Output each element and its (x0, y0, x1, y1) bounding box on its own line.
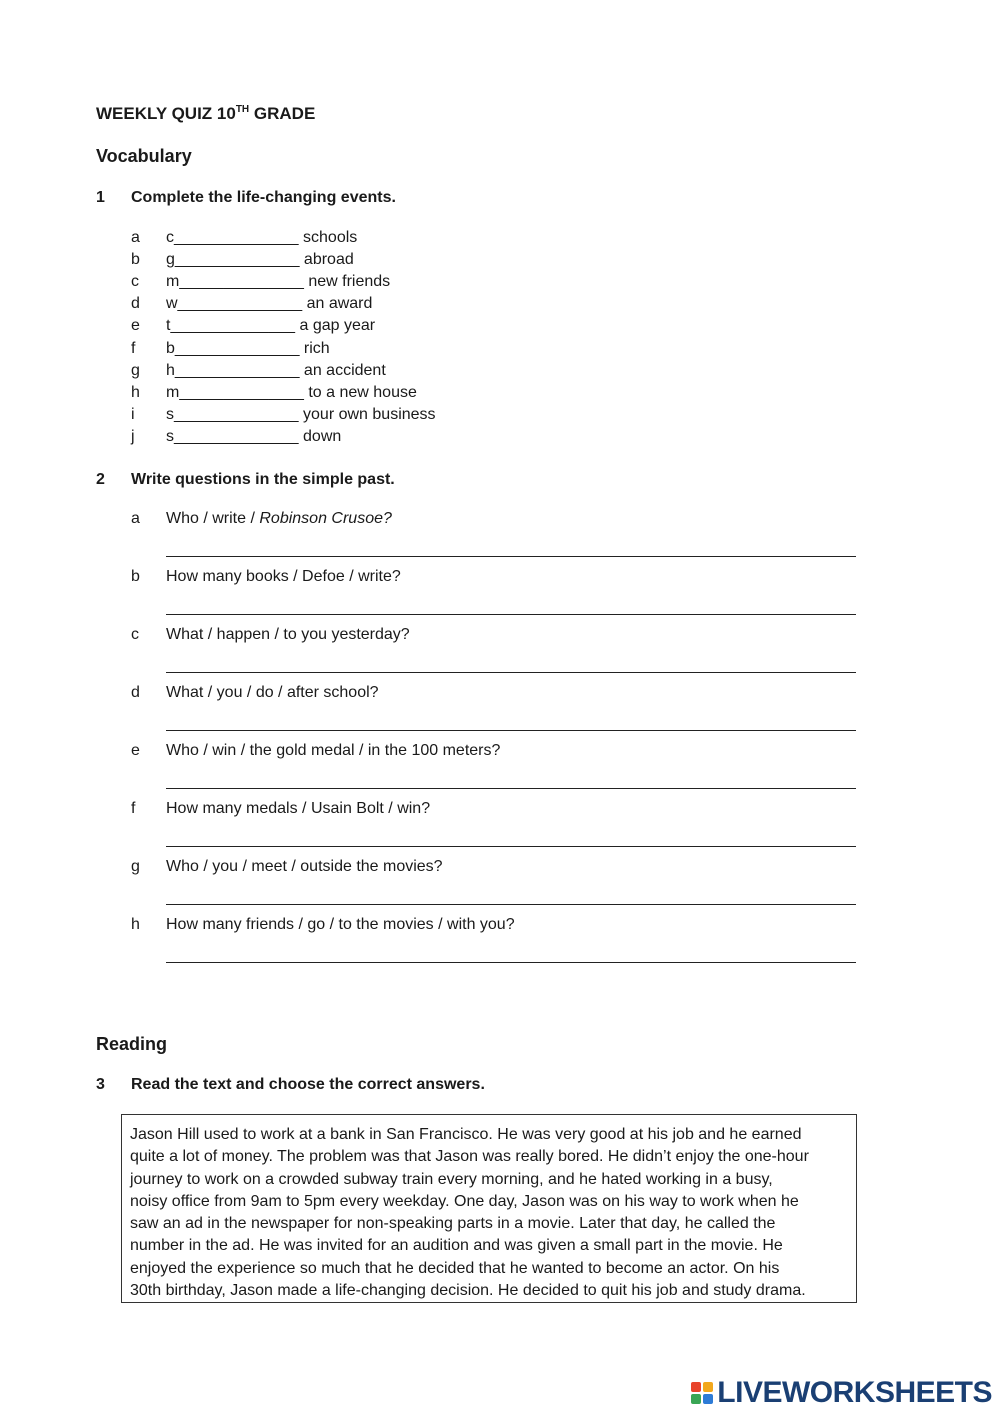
question-3-number: 3 (96, 1076, 105, 1093)
liveworksheets-logo (691, 1376, 992, 1410)
question-1-number: 1 (96, 189, 105, 206)
question-3-instruction: Read the text and choose the correct answers. (131, 1076, 485, 1093)
question-2-number: 2 (96, 471, 105, 488)
q1-item-text: h______________ an accident (166, 361, 386, 379)
q1-item-letter: a (131, 229, 140, 246)
page-title: WEEKLY QUIZ 10TH GRADE (96, 104, 316, 123)
q1-item-letter: c (131, 273, 139, 291)
q2-item-prompt: Who / win / the gold medal / in the 100 meters? (166, 742, 501, 759)
question-2-instruction: Write questions in the simple past. (131, 471, 395, 488)
title-superscript: TH (235, 104, 250, 115)
q2-item-prompt: Who / write / Robinson Crusoe? (166, 510, 392, 527)
q1-item-text: b______________ rich (166, 339, 330, 357)
passage-line: journey to work on a crowded subway train every morning, and he hated working in a busy, (130, 1170, 773, 1188)
q1-item-letter: g (131, 361, 140, 379)
passage-line: quite a lot of money. The problem was that Jason was really bored. He didn’t enjoy the one-hour (130, 1148, 809, 1166)
q1-item-text: t______________ a gap year (166, 317, 376, 335)
q1-item-text: g______________ abroad (166, 251, 354, 269)
reading-passage (121, 1114, 857, 1303)
logo-text: LIVEWORKSHEETS (717, 1376, 992, 1409)
q2-item-letter: g (131, 858, 140, 875)
q2-item-letter: c (131, 626, 139, 643)
logo-square-yellow (703, 1382, 713, 1392)
logo-square-green (691, 1394, 701, 1404)
q2-item-letter: h (131, 916, 140, 933)
answer-line[interactable] (166, 904, 856, 905)
logo-square-red (691, 1382, 701, 1392)
q1-item-text: s______________ your own business (166, 405, 436, 423)
q1-item-letter: b (131, 251, 140, 269)
q2-item-italic-title: Robinson Crusoe? (259, 510, 392, 527)
q1-item-text: m______________ new friends (166, 273, 391, 291)
q2-item-prompt: How many medals / Usain Bolt / win? (166, 800, 431, 817)
logo-square-blue (703, 1394, 713, 1404)
q2-item-prompt: What / happen / to you yesterday? (166, 626, 410, 643)
q1-item-text: w______________ an award (166, 295, 373, 313)
reading-heading: Reading (96, 1034, 168, 1054)
q2-item-letter: e (131, 742, 140, 759)
q2-item-letter: b (131, 568, 140, 585)
answer-line[interactable] (166, 846, 856, 847)
q2-item-prompt: What / you / do / after school? (166, 684, 379, 701)
answer-line[interactable] (166, 672, 856, 673)
passage-line: 30th birthday, Jason made a life-changing decision. He decided to quit his job and study drama. (130, 1282, 806, 1300)
answer-line[interactable] (166, 962, 856, 963)
q2-item-letter: d (131, 684, 140, 701)
q2-item-prompt: How many friends / go / to the movies / with you? (166, 916, 515, 933)
q1-item-letter: f (131, 339, 136, 357)
q1-item-letter: i (131, 405, 135, 423)
vocabulary-heading: Vocabulary (96, 146, 192, 166)
passage-line: number in the ad. He was invited for an audition and was given a small part in the movie. He (130, 1237, 783, 1255)
q1-item-text: m______________ to a new house (166, 383, 417, 401)
q1-item-text: c______________ schools (166, 229, 358, 246)
answer-line[interactable] (166, 556, 856, 557)
q2-item-letter: a (131, 510, 140, 527)
question-1-instruction: Complete the life-changing events. (131, 189, 396, 206)
q2-item-letter: f (131, 800, 136, 817)
logo-mark-icon (691, 1382, 713, 1404)
q1-item-letter: e (131, 317, 140, 335)
q1-item-text: s______________ down (166, 427, 342, 445)
q2-item-prompt: How many books / Defoe / write? (166, 568, 401, 585)
q1-item-letter: j (131, 427, 135, 445)
q2-item-prompt: Who / you / meet / outside the movies? (166, 858, 443, 875)
answer-line[interactable] (166, 730, 856, 731)
passage-line: Jason Hill used to work at a bank in San Francisco. He was very good at his job and he earned (130, 1126, 802, 1143)
answer-line[interactable] (166, 614, 856, 615)
q1-item-letter: d (131, 295, 140, 313)
answer-line[interactable] (166, 788, 856, 789)
passage-line: noisy office from 9am to 5pm every weekday. One day, Jason was on his way to work when he (130, 1192, 799, 1210)
q1-item-letter: h (131, 383, 140, 401)
passage-line: enjoyed the experience so much that he decided that he wanted to become an actor. On his (130, 1259, 780, 1277)
passage-line: saw an ad in the newspaper for non-speaking parts in a movie. Later that day, he called the (130, 1215, 776, 1233)
